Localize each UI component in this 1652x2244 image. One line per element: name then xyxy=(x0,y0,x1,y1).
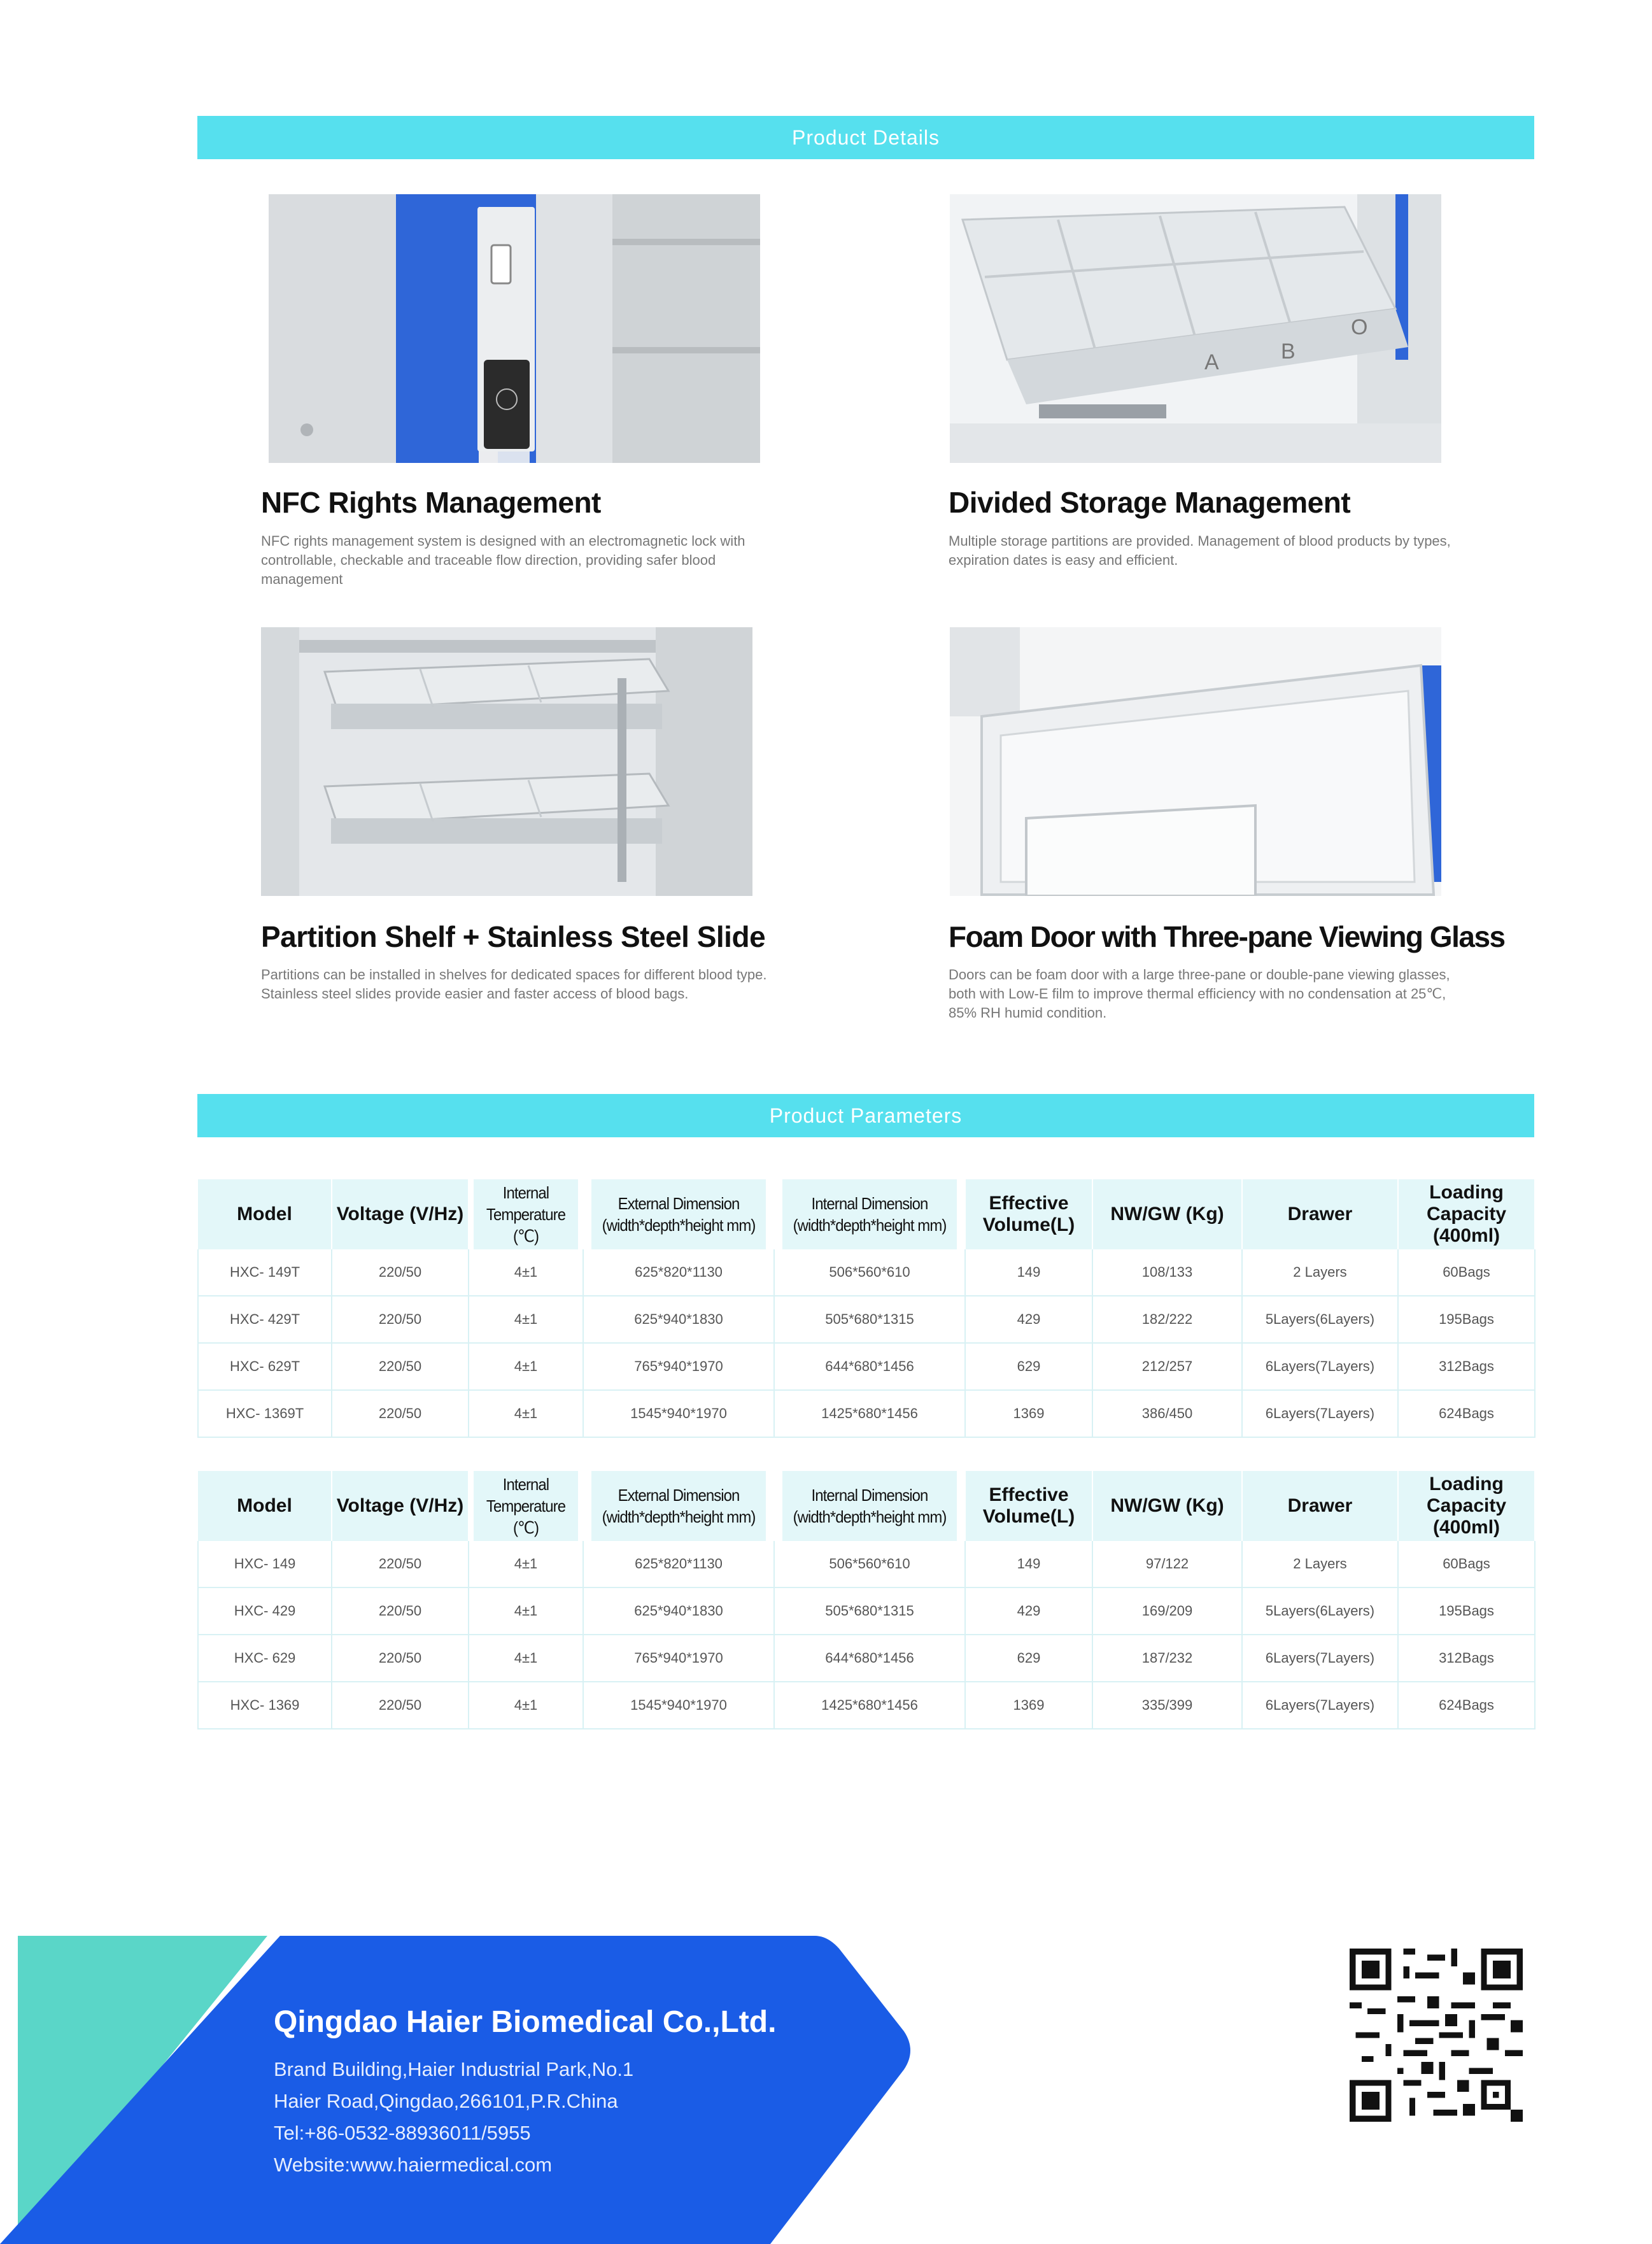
cell-temperature: 4±1 xyxy=(469,1296,583,1343)
header-internal-dimension: Internal Dimension (width*depth*height mm) xyxy=(782,1471,957,1541)
cell-external-dimension: 625*940*1830 xyxy=(583,1296,774,1343)
cell-temperature: 4±1 xyxy=(469,1249,583,1296)
header-temperature: Internal Temperature (℃) xyxy=(473,1471,579,1541)
cell-volume: 1369 xyxy=(965,1682,1092,1729)
cell-volume: 629 xyxy=(965,1343,1092,1390)
cell-model: HXC- 429T xyxy=(198,1296,332,1343)
cell-external-dimension: 625*940*1830 xyxy=(583,1587,774,1635)
cell-internal-dimension: 506*560*610 xyxy=(774,1249,965,1296)
cell-external-dimension: 1545*940*1970 xyxy=(583,1390,774,1437)
feature-title-foam-door: Foam Door with Three-pane Viewing Glass xyxy=(949,920,1505,953)
cell-voltage: 220/50 xyxy=(332,1249,469,1296)
foam-door-photo xyxy=(950,627,1441,896)
cell-voltage: 220/50 xyxy=(332,1682,469,1729)
cell-temperature: 4±1 xyxy=(469,1541,583,1587)
address-line-1: Brand Building,Haier Industrial Park,No.1 xyxy=(274,2058,634,2080)
cell-voltage: 220/50 xyxy=(332,1541,469,1587)
table-row xyxy=(198,1390,1535,1437)
feature-title-nfc: NFC Rights Management xyxy=(261,486,601,519)
header-volume: Effective Volume(L) xyxy=(965,1471,1092,1541)
partition-shelves-photo xyxy=(261,627,752,896)
cell-external-dimension: 625*820*1130 xyxy=(583,1249,774,1296)
cell-volume: 429 xyxy=(965,1587,1092,1635)
cell-nwgw: 97/122 xyxy=(1092,1541,1242,1587)
cell-voltage: 220/50 xyxy=(332,1343,469,1390)
parameters-table-1 xyxy=(197,1179,1536,1438)
header-model: Model xyxy=(198,1179,332,1249)
feature-title-divided: Divided Storage Management xyxy=(949,486,1351,519)
cell-temperature: 4±1 xyxy=(469,1635,583,1682)
cell-internal-dimension: 644*680*1456 xyxy=(774,1635,965,1682)
table-row xyxy=(198,1343,1535,1390)
cell-volume: 149 xyxy=(965,1249,1092,1296)
table-row xyxy=(198,1541,1535,1587)
drawer-partitions-photo xyxy=(950,194,1441,463)
header-drawer: Drawer xyxy=(1242,1179,1398,1249)
nfc-lock-photo xyxy=(269,194,760,463)
cell-temperature: 4±1 xyxy=(469,1390,583,1437)
cell-voltage: 220/50 xyxy=(332,1635,469,1682)
cell-nwgw: 386/450 xyxy=(1092,1390,1242,1437)
cell-temperature: 4±1 xyxy=(469,1587,583,1635)
cell-drawer: 6Layers(7Layers) xyxy=(1242,1390,1398,1437)
parameters-table-2 xyxy=(197,1471,1536,1729)
cell-loading: 60Bags xyxy=(1398,1541,1535,1587)
svg-text:A: A xyxy=(1204,350,1219,374)
cell-nwgw: 108/133 xyxy=(1092,1249,1242,1296)
cell-external-dimension: 1545*940*1970 xyxy=(583,1682,774,1729)
cell-drawer: 6Layers(7Layers) xyxy=(1242,1635,1398,1682)
company-name: Qingdao Haier Biomedical Co.,Ltd. xyxy=(274,2005,777,2039)
table-1-body xyxy=(198,1249,1535,1437)
feature-desc-partition: Partitions can be installed in shelves for dedicated spaces for different blood type. Stainless steel slides provide easier and faster access of blood bags. xyxy=(261,967,767,1002)
table-row xyxy=(198,1249,1535,1296)
qr-code-icon xyxy=(1350,1949,1523,2122)
cell-nwgw: 169/209 xyxy=(1092,1587,1242,1635)
table-row xyxy=(198,1296,1535,1343)
cell-temperature: 4±1 xyxy=(469,1682,583,1729)
table-row xyxy=(198,1635,1535,1682)
cell-internal-dimension: 1425*680*1456 xyxy=(774,1390,965,1437)
table-row xyxy=(198,1682,1535,1729)
header-loading: Loading Capacity (400ml) xyxy=(1398,1471,1535,1541)
cell-internal-dimension: 505*680*1315 xyxy=(774,1296,965,1343)
feature-desc-nfc: NFC rights management system is designed with an electromagnetic lock with controllable, checkable and traceable flow direction, providing safer blood management xyxy=(261,533,745,587)
cell-internal-dimension: 1425*680*1456 xyxy=(774,1682,965,1729)
table-2-body xyxy=(198,1541,1535,1729)
cell-nwgw: 335/399 xyxy=(1092,1682,1242,1729)
cell-internal-dimension: 506*560*610 xyxy=(774,1541,965,1587)
cell-nwgw: 212/257 xyxy=(1092,1343,1242,1390)
product-parameters-bar: Product Parameters xyxy=(197,1094,1534,1137)
cell-drawer: 6Layers(7Layers) xyxy=(1242,1343,1398,1390)
svg-text:O: O xyxy=(1351,315,1368,339)
table-header-row xyxy=(198,1471,1535,1541)
cell-voltage: 220/50 xyxy=(332,1390,469,1437)
feature-desc-foam-door: Doors can be foam door with a large three-pane or double-pane viewing glasses, both with Low-E film to improve thermal efficiency with no condensation at 25℃, 85% RH humid condition. xyxy=(949,967,1450,1021)
cell-model: HXC- 629T xyxy=(198,1343,332,1390)
telephone: Tel:+86-0532-88936011/5955 xyxy=(274,2122,531,2144)
cell-loading: 195Bags xyxy=(1398,1587,1535,1635)
cell-loading: 195Bags xyxy=(1398,1296,1535,1343)
cell-voltage: 220/50 xyxy=(332,1296,469,1343)
product-details-bar: Product Details xyxy=(197,116,1534,159)
feature-desc-divided: Multiple storage partitions are provided. Management of blood products by types, expiration dates is easy and efficient. xyxy=(949,533,1451,568)
cell-nwgw: 187/232 xyxy=(1092,1635,1242,1682)
cell-model: HXC- 629 xyxy=(198,1635,332,1682)
cell-external-dimension: 625*820*1130 xyxy=(583,1541,774,1587)
cell-drawer: 2 Layers xyxy=(1242,1249,1398,1296)
header-external-dimension: External Dimension (width*depth*height mm) xyxy=(591,1471,766,1541)
cell-model: HXC- 429 xyxy=(198,1587,332,1635)
header-voltage: Voltage (V/Hz) xyxy=(332,1471,469,1541)
svg-text:B: B xyxy=(1281,339,1295,364)
cell-volume: 1369 xyxy=(965,1390,1092,1437)
cell-drawer: 5Layers(6Layers) xyxy=(1242,1587,1398,1635)
cell-loading: 624Bags xyxy=(1398,1682,1535,1729)
cell-drawer: 6Layers(7Layers) xyxy=(1242,1682,1398,1729)
header-nwgw: NW/GW (Kg) xyxy=(1092,1471,1242,1541)
cell-voltage: 220/50 xyxy=(332,1587,469,1635)
header-voltage: Voltage (V/Hz) xyxy=(332,1179,469,1249)
header-volume: Effective Volume(L) xyxy=(965,1179,1092,1249)
cell-internal-dimension: 505*680*1315 xyxy=(774,1587,965,1635)
cell-model: HXC- 149T xyxy=(198,1249,332,1296)
header-model: Model xyxy=(198,1471,332,1541)
feature-title-partition: Partition Shelf + Stainless Steel Slide xyxy=(261,920,766,953)
cell-drawer: 5Layers(6Layers) xyxy=(1242,1296,1398,1343)
cell-nwgw: 182/222 xyxy=(1092,1296,1242,1343)
cell-model: HXC- 149 xyxy=(198,1541,332,1587)
cell-loading: 624Bags xyxy=(1398,1390,1535,1437)
cell-temperature: 4±1 xyxy=(469,1343,583,1390)
table-row xyxy=(198,1587,1535,1635)
cell-loading: 312Bags xyxy=(1398,1635,1535,1682)
cell-volume: 629 xyxy=(965,1635,1092,1682)
cell-drawer: 2 Layers xyxy=(1242,1541,1398,1587)
header-temperature: Internal Temperature (℃) xyxy=(473,1179,579,1249)
cell-loading: 312Bags xyxy=(1398,1343,1535,1390)
cell-model: HXC- 1369T xyxy=(198,1390,332,1437)
cell-internal-dimension: 644*680*1456 xyxy=(774,1343,965,1390)
cell-model: HXC- 1369 xyxy=(198,1682,332,1729)
cell-volume: 149 xyxy=(965,1541,1092,1587)
cell-volume: 429 xyxy=(965,1296,1092,1343)
cell-external-dimension: 765*940*1970 xyxy=(583,1635,774,1682)
cell-external-dimension: 765*940*1970 xyxy=(583,1343,774,1390)
website-link[interactable]: Website:www.haiermedical.com xyxy=(274,2154,553,2176)
header-external-dimension: External Dimension (width*depth*height mm) xyxy=(591,1179,766,1249)
header-internal-dimension: Internal Dimension (width*depth*height mm) xyxy=(782,1179,957,1249)
address-line-2: Haier Road,Qingdao,266101,P.R.China xyxy=(274,2090,618,2112)
header-drawer: Drawer xyxy=(1242,1471,1398,1541)
header-loading: Loading Capacity (400ml) xyxy=(1398,1179,1535,1249)
header-nwgw: NW/GW (Kg) xyxy=(1092,1179,1242,1249)
table-header-row xyxy=(198,1179,1535,1249)
cell-loading: 60Bags xyxy=(1398,1249,1535,1296)
